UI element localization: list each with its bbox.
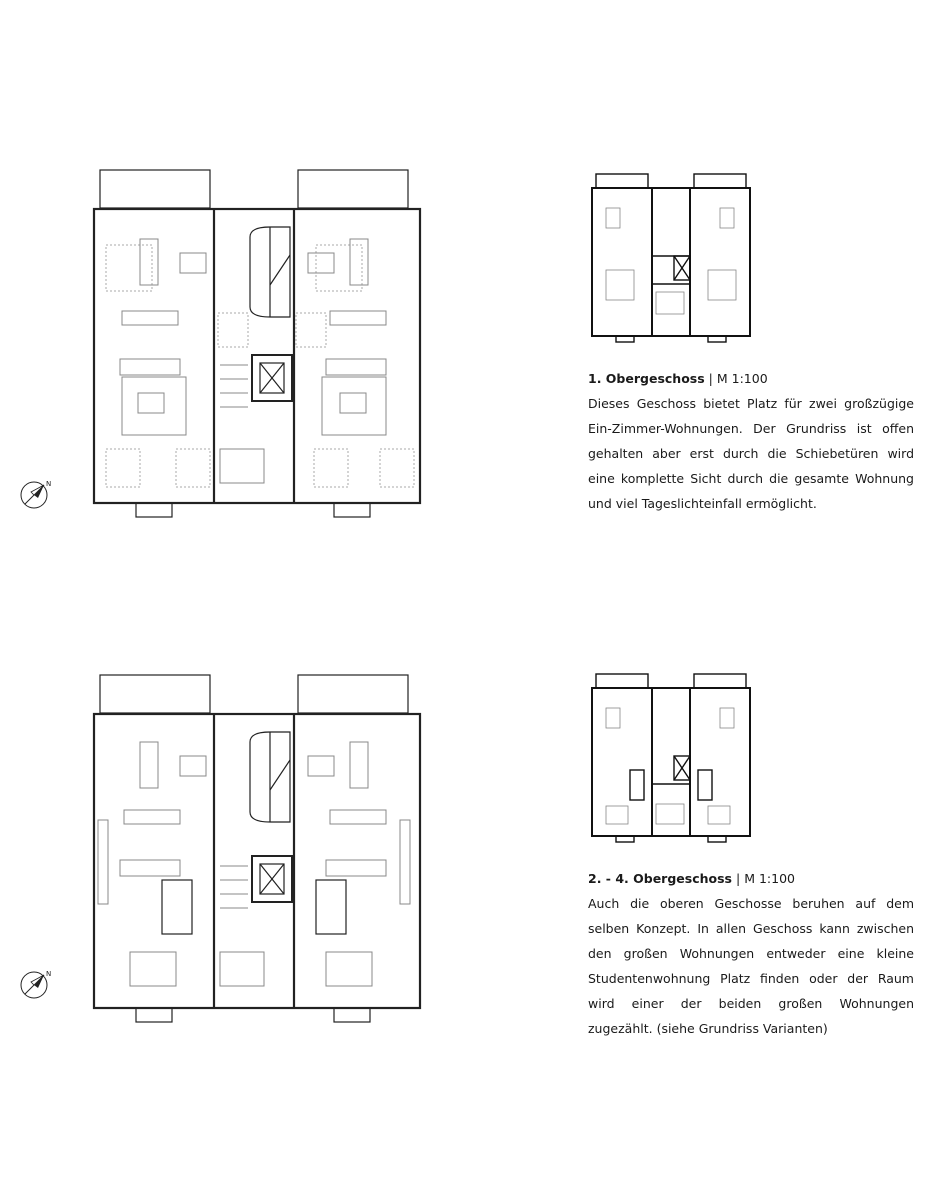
section-text-1: Dieses Geschoss bietet Platz für zwei großzügige Ein-Zimmer-Wohnungen. Der Grundriss ist offen gehalten aber erst durch die Schiebetüren wird eine komplette Sicht durch die gesamte Wohnung und viel Tageslichteinfall ermöglicht. [588, 396, 914, 511]
section-description-2 [588, 866, 914, 1041]
svg-text:N: N [46, 970, 52, 978]
balcony-left [100, 170, 210, 208]
floor-plan-thumbnail-1 [590, 172, 752, 352]
floor-plan-drawing [90, 165, 430, 521]
floor-plan-1-obergeschoss [90, 165, 430, 521]
compass-north-icon [19, 968, 53, 1006]
section-description-1 [588, 366, 914, 516]
floor-plan-2-4-obergeschoss [90, 670, 430, 1026]
balcony-right [298, 170, 408, 208]
compass-north-icon [19, 478, 53, 516]
section-title-2: 2. - 4. Obergeschoss | M 1:100 [588, 871, 795, 886]
floor-plan-drawing [90, 670, 430, 1026]
floor-plan-thumbnail-2 [590, 672, 752, 852]
thumbnail-drawing [590, 172, 752, 348]
thumbnail-drawing [590, 672, 752, 848]
section-text-2: Auch die oberen Geschosse beruhen auf dem selben Konzept. In allen Geschoss kann zwischen den großen Wohnungen entweder eine kleine Studentenwohnung Platz finden oder der Raum wird einer der beiden großen Wohnungen zugezählt. (siehe Grundriss Varianten) [588, 896, 914, 1036]
svg-text:N: N [46, 480, 52, 488]
section-title-1: 1. Obergeschoss | M 1:100 [588, 371, 768, 386]
